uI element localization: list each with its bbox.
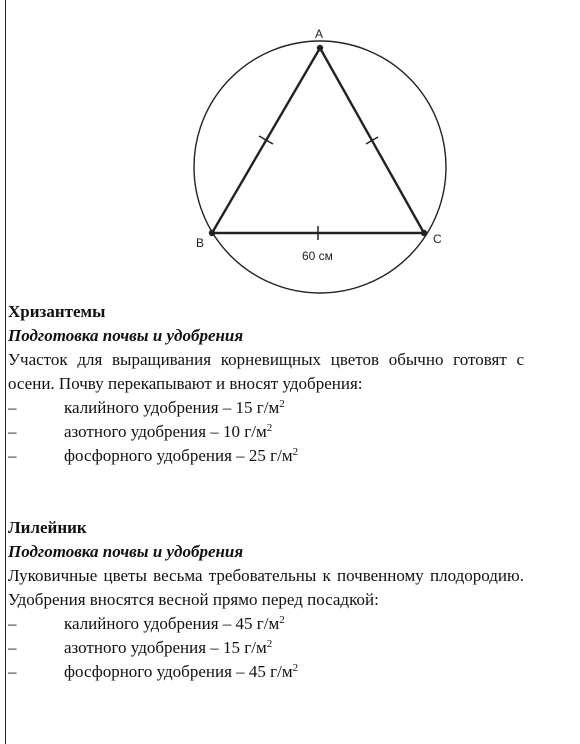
list-item-text: азотного удобрения – 15 $г/м^2$ — [64, 638, 273, 657]
vertex-b-point — [209, 230, 215, 236]
vertex-a-label: A — [315, 27, 324, 41]
list-item-text: калийного удобрения – 15 $г/м^2$ — [64, 398, 285, 417]
document-text — [8, 300, 524, 684]
page-left-border — [5, 0, 6, 744]
list-item — [8, 612, 524, 636]
list-item-text: фосфорного удобрения – 45 $г/м^2$ — [64, 662, 299, 681]
section-paragraph: Участок для выращивания корневищных цветов обычно готовят с осени. Почву перекапывают и вносят удобрения: — [8, 350, 524, 393]
list-dash: – — [8, 446, 17, 465]
section-title-chrysanthemums: Хризантемы — [8, 302, 106, 321]
section-subtitle: Подготовка почвы и удобрения — [8, 542, 244, 561]
list-dash: – — [8, 614, 17, 633]
section-title-daylily: Лилейник — [8, 518, 87, 537]
list-item-text: фосфорного удобрения – 25 $г/м^2$ — [64, 446, 299, 465]
list-dash: – — [8, 662, 17, 681]
list-dash: – — [8, 422, 17, 441]
list-dash: – — [8, 638, 17, 657]
list-item-text: калийного удобрения – 45 $г/м^2$ — [64, 614, 285, 633]
section-subtitle: Подготовка почвы и удобрения — [8, 326, 244, 345]
list-item — [8, 636, 524, 660]
list-item-text: азотного удобрения – 10 $г/м^2$ — [64, 422, 273, 441]
equal-mark-ac — [366, 137, 378, 144]
vertex-a-point — [317, 45, 323, 51]
list-item — [8, 420, 524, 444]
list-dash: – — [8, 398, 17, 417]
vertex-b-label: B — [196, 236, 205, 250]
vertex-c-label: C — [433, 232, 442, 246]
section-spacer — [8, 468, 524, 516]
list-item — [8, 444, 524, 468]
list-item — [8, 396, 524, 420]
vertex-c-point — [421, 230, 427, 236]
list-item — [8, 660, 524, 684]
triangle-in-circle-figure — [180, 20, 460, 310]
side-length-label: 60 см — [302, 249, 333, 263]
section-paragraph: Луковичные цветы весьма требовательны к почвенному плодородию. Удобрения вносятся весной прямо перед посадкой: — [8, 566, 524, 609]
